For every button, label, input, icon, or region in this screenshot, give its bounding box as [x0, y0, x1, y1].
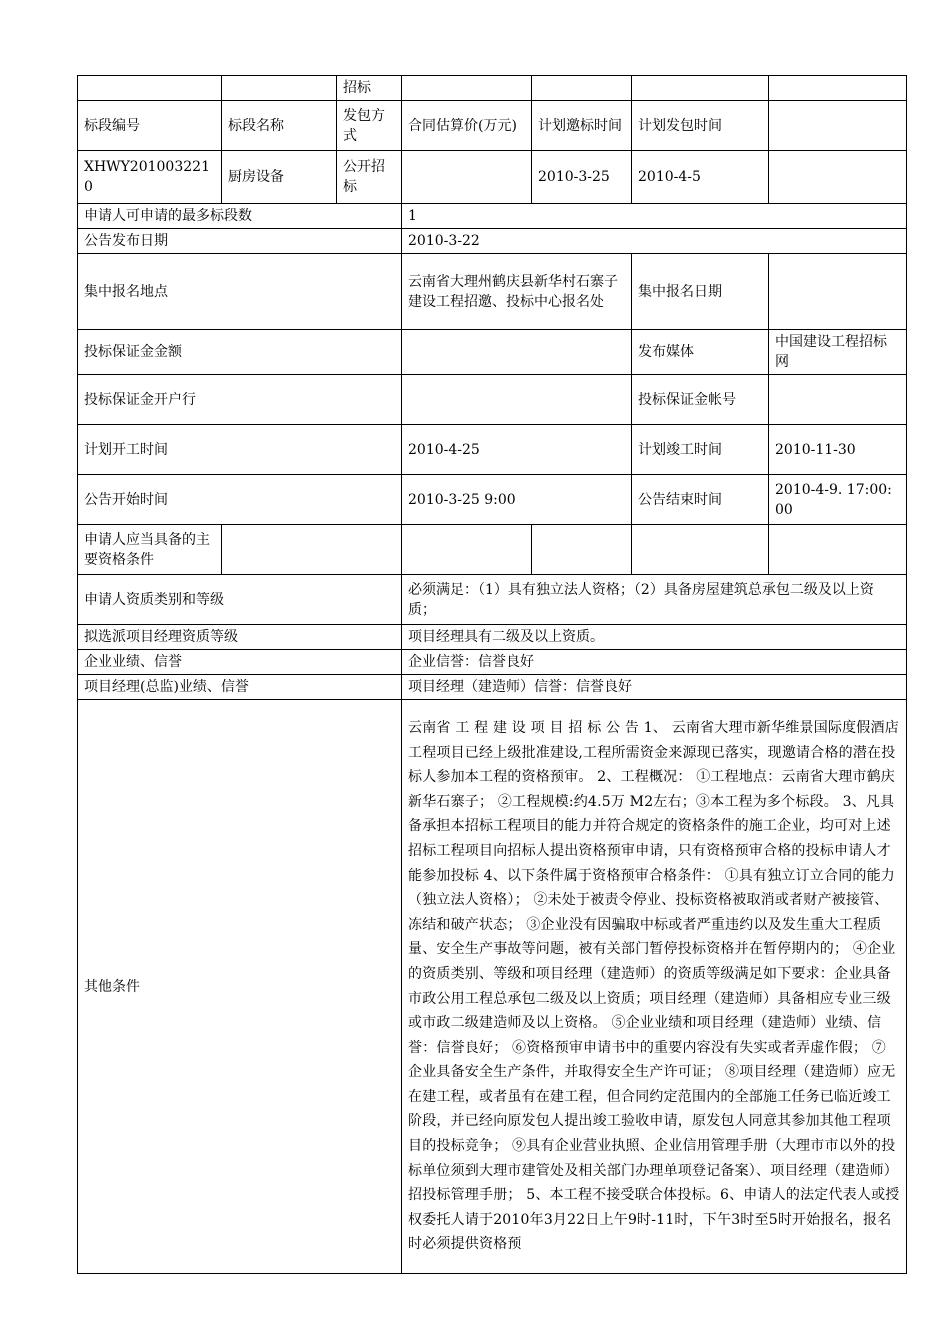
table-row [78, 475, 907, 525]
company-label: 企业业绩、信誉 [78, 650, 402, 675]
qual-class-label: 申请人资质类别和等级 [78, 575, 402, 625]
table-cell [222, 525, 402, 575]
notice-start-value: 2010-3-25 9:00 [402, 475, 632, 525]
tender-notice-table [77, 75, 907, 1274]
other-value: 云南省 工 程 建 设 项 目 招 标 公 告 1、 云南省大理市新华维景国际度假酒店工程项目已经上级批准建设,工程所需资金来源现已落实，现邀请合格的潜在投标人参加本工程的资格预审。 2、工程概况： ①工程地点：云南省大理市鹤庆新华石寨子； ②工程规模:约4.5万 M2左右；③本工程为多个标段。 3、凡具备承担本招标工程项目的能力并符合规定的资格条件的施工企业，均可对上述招标工程项目向招标人提出资格预审申请，只有资格预审合格的投标申请人才能参加投标 4、以下条件属于资格预审合格条件： ①具有独立订立合同的能力（独立法人资格）； ②未处于被责令停业、投标资格被取消或者财产被接管、冻结和破产状态； ③企业没有因骗取中标或者严重违约以及发生重大工程质量、安全生产事故等问题，被有关部门暂停投标资格并在暂停期内的； ④企业的资质类别、等级和项目经理（建造师）的资质等级满足如下要求：企业具备市政公用工程总承包二级及以上资质；项目经理（建造师）具备相应专业三级或市政二级建造师及以上资格。 ⑤企业业绩和项目经理（建造师）业绩、信誉：信誉良好； ⑥资格预审申请书中的重要内容没有失实或者弄虚作假； ⑦企业具备安全生产条件，并取得安全生产许可证； ⑧项目经理（建造师）应无在建工程，或者虽有在建工程，但合同约定范围内的全部施工任务已临近竣工阶段，并已经向原发包人提出竣工验收申请，原发包人同意其参加其他工程项目的投标竞争； ⑨具有企业营业执照、企业信用管理手册（大理市市以外的投标单位须到大理市建管处及相关部门办理单项登记备案）、项目经理（建造师）招投标管理手册； 5、本工程不接受联合体投标。6、申请人的法定代表人或授权委托人请于2010年3月22日上午9时-11时，下午3时至5时开始报名，报名时必须提供资格预 [402, 700, 907, 1274]
main-qual-label: 申请人应当具备的主要资格条件 [78, 525, 222, 575]
reg-date-label: 集中报名日期 [632, 254, 769, 330]
table-row [78, 525, 907, 575]
table-row [78, 204, 907, 229]
table-cell [769, 151, 907, 204]
table-row [78, 625, 907, 650]
table-row [78, 375, 907, 425]
table-row [78, 575, 907, 625]
max-sections-value: 1 [402, 204, 907, 229]
table-row-header [78, 101, 907, 151]
finish-value: 2010-11-30 [769, 425, 907, 475]
table-row [78, 700, 907, 1274]
table-cell [769, 76, 907, 101]
header-contract-time: 计划发包时间 [632, 101, 769, 151]
table-cell [222, 76, 337, 101]
table-cell [769, 525, 907, 575]
section-code: XHWY2010032210 [78, 151, 222, 204]
notice-end-value: 2010-4-9. 17:00:00 [769, 475, 907, 525]
media-label: 发布媒体 [632, 330, 769, 375]
table-cell [402, 76, 532, 101]
table-cell [78, 76, 222, 101]
bond-amount-value [402, 330, 632, 375]
section-method: 公开招标 [337, 151, 402, 204]
table-row [78, 650, 907, 675]
header-invite-time: 计划邀标时间 [532, 101, 632, 151]
header-section-name: 标段名称 [222, 101, 337, 151]
table-row-section [78, 151, 907, 204]
table-row [78, 229, 907, 254]
bond-bank-label: 投标保证金开户行 [78, 375, 402, 425]
reg-date-value [769, 254, 907, 330]
table-cell: 招标 [337, 76, 402, 101]
pm-qual-value: 项目经理具有二级及以上资质。 [402, 625, 907, 650]
reg-place-value: 云南省大理州鹤庆县新华村石寨子建设工程招邀、投标中心报名处 [402, 254, 632, 330]
publish-date-label: 公告发布日期 [78, 229, 402, 254]
header-contract-method: 发包方式 [337, 101, 402, 151]
table-row [78, 254, 907, 330]
start-label: 计划开工时间 [78, 425, 402, 475]
bond-account-label: 投标保证金帐号 [632, 375, 769, 425]
table-row [78, 76, 907, 101]
bond-account-value [769, 375, 907, 425]
pm-perf-label: 项目经理(总监)业绩、信誉 [78, 675, 402, 700]
pm-perf-value: 项目经理（建造师）信誉：信誉良好 [402, 675, 907, 700]
reg-place-label: 集中报名地点 [78, 254, 402, 330]
start-value: 2010-4-25 [402, 425, 632, 475]
media-value: 中国建设工程招标网 [769, 330, 907, 375]
notice-start-label: 公告开始时间 [78, 475, 402, 525]
max-sections-label: 申请人可申请的最多标段数 [78, 204, 402, 229]
header-estimate: 合同估算价(万元) [402, 101, 532, 151]
header-section-code: 标段编号 [78, 101, 222, 151]
bond-bank-value [402, 375, 632, 425]
table-cell [532, 76, 632, 101]
table-cell [402, 525, 532, 575]
qual-class-value: 必须满足：（1）具有独立法人资格；（2）具备房屋建筑总承包二级及以上资质； [402, 575, 907, 625]
company-value: 企业信誉：信誉良好 [402, 650, 907, 675]
notice-end-label: 公告结束时间 [632, 475, 769, 525]
publish-date-value: 2010-3-22 [402, 229, 907, 254]
other-label: 其他条件 [78, 700, 402, 1274]
table-row [78, 330, 907, 375]
table-cell [632, 76, 769, 101]
table-row [78, 675, 907, 700]
bond-amount-label: 投标保证金金额 [78, 330, 402, 375]
section-invite-time: 2010-3-25 [532, 151, 632, 204]
section-name: 厨房设备 [222, 151, 337, 204]
section-contract-time: 2010-4-5 [632, 151, 769, 204]
table-cell [769, 101, 907, 151]
table-cell [532, 525, 632, 575]
pm-qual-label: 拟选派项目经理资质等级 [78, 625, 402, 650]
table-cell [632, 525, 769, 575]
section-estimate [402, 151, 532, 204]
finish-label: 计划竣工时间 [632, 425, 769, 475]
table-row [78, 425, 907, 475]
